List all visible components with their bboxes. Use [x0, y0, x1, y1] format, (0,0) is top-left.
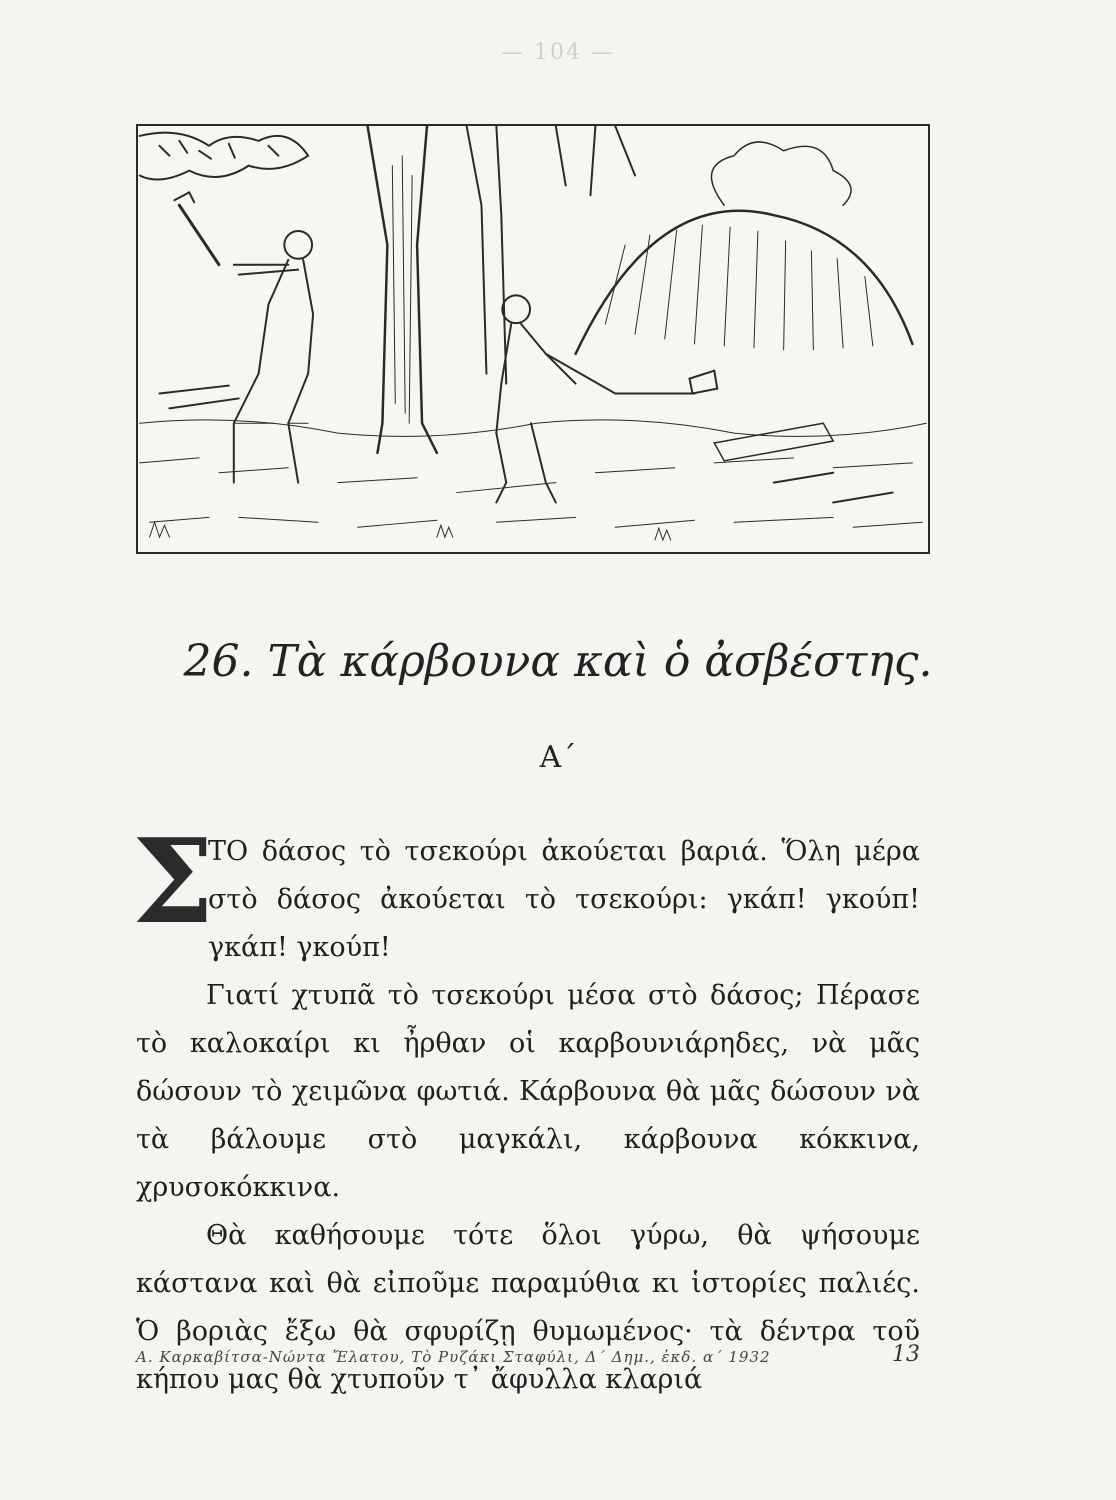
top-page-number: — 104 —: [501, 40, 615, 65]
paragraph-1: [132, 814, 920, 972]
page-footer: [136, 1342, 920, 1372]
woodcutters-illustration: [136, 124, 930, 554]
paragraph-1-text: ΤΟ δάσος τὸ τσεκούρι ἀκούεται βαριά. Ὅλη μέρα στὸ δάσος ἀκούεται τὸ τσεκούρι: γκάπ! γκούπ! γκάπ! γκούπ!: [208, 836, 920, 963]
body-text: [132, 814, 920, 1404]
paragraph-3: Θὰ καθήσουμε τότε ὅλοι γύρω, θὰ ψήσουμε κάστανα καὶ θὰ εἰποῦμε παραμύθια κι ἱστορίες παλιές. Ὁ βοριὰς ἔξω θὰ σφυρίζῃ θυμωμένος· τὰ δέντρα τοῦ κήπου μας θὰ χτυποῦν τ᾽ ἄφυλλα κλαριά: [136, 1220, 920, 1395]
paragraph-2: Γιατί χτυπᾶ τὸ τσεκούρι μέσα στὸ δάσος; Πέρασε τὸ καλοκαίρι κι ἦρθαν οἱ καρβουνιάρηδες, νὰ μᾶς δώσουν τὸ χειμῶνα φωτιά. Κάρβουνα θὰ μᾶς δώσουν νὰ τὰ βάλουμε στὸ μαγκάλι, κάρβουνα κόκκινα, χρυσοκόκκινα.: [136, 980, 920, 1203]
drop-cap: Σ: [132, 814, 215, 950]
section-label: Α΄: [539, 740, 577, 775]
chapter-title: 26. Τὰ κάρβουνα καὶ ὁ ἀσβέστης.: [183, 636, 933, 687]
footer-citation: Α. Καρκαβίτσα-Νώντα Ἔλατου, Τὸ Ρυζάκι Σταφύλι, Δ΄ Δημ., ἐκδ. α΄ 1932: [136, 1348, 771, 1366]
page-number: 13: [892, 1342, 920, 1367]
